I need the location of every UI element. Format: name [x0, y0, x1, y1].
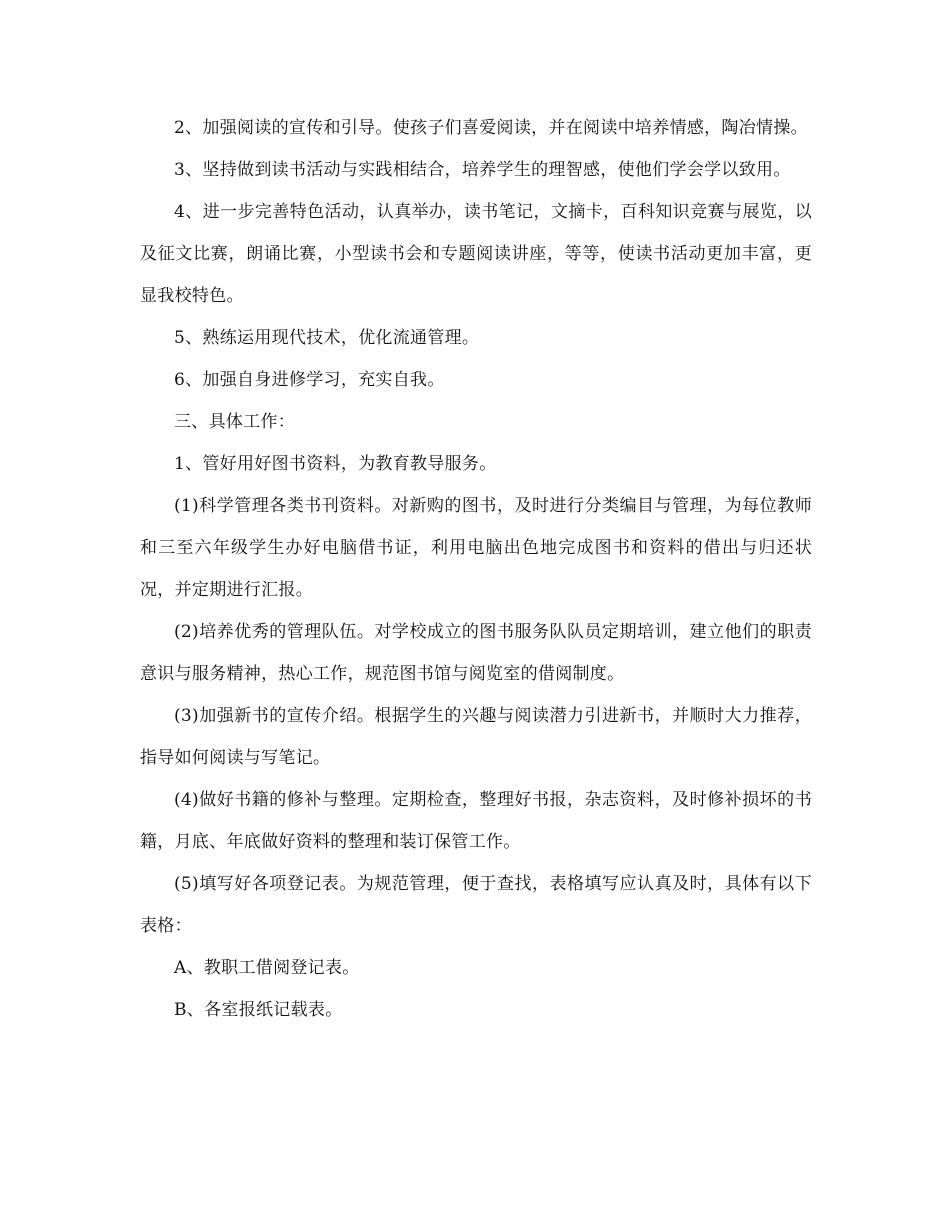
paragraph-self-study: 6、加强自身进修学习，充实自我。: [174, 370, 445, 390]
paragraph-item-2: (2)培养优秀的管理队伍。对学校成立的图书服务队队员定期培训，建立他们的职责意识与服务精神，热心工作，规范图书馆与阅览室的借阅制度。: [140, 622, 812, 684]
paragraph-item-1: (1)科学管理各类书刊资料。对新购的图书，及时进行分类编目与管理，为每位教师和三至六年级学生办好电脑借书证，利用电脑出色地完成图书和资料的借出与归还状况，并定期进行汇报。: [140, 496, 812, 600]
paragraph-modern-technology: 5、熟练运用现代技术，优化流通管理。: [174, 328, 480, 348]
paragraph-item-3: (3)加强新书的宣传介绍。根据学生的兴趣与阅读潜力引进新书，并顺时大力推荐，指导如何阅读与写笔记。: [140, 706, 812, 768]
paragraph-special-activities: 4、进一步完善特色活动，认真举办，读书笔记，文摘卡，百科知识竞赛与展览，以及征文比赛，朗诵比赛，小型读书会和专题阅读讲座，等等，使读书活动更加丰富，更显我校特色。: [140, 202, 812, 306]
list-item-b: B、各室报纸记载表。: [174, 1000, 343, 1020]
paragraph-item-4: (4)做好书籍的修补与整理。定期检查，整理好书报，杂志资料，及时修补损坏的书籍，月底、年底做好资料的整理和装订保管工作。: [140, 790, 812, 852]
section-heading-specific-work: 三、具体工作：: [174, 412, 296, 432]
document-body: [140, 107, 812, 1031]
paragraph-manage-books: 1、管好用好图书资料，为教育教导服务。: [174, 454, 497, 474]
list-item-a: A、教职工借阅登记表。: [174, 958, 360, 978]
paragraph-item-5: (5)填写好各项登记表。为规范管理，便于查找，表格填写应认真及时，具体有以下表格：: [140, 874, 812, 936]
paragraph-reading-practice: 3、坚持做到读书活动与实践相结合，培养学生的理智感，使他们学会学以致用。: [174, 160, 791, 180]
paragraph-reading-promotion: 2、加强阅读的宣传和引导。使孩子们喜爱阅读，并在阅读中培养情感，陶冶情操。: [174, 118, 808, 138]
